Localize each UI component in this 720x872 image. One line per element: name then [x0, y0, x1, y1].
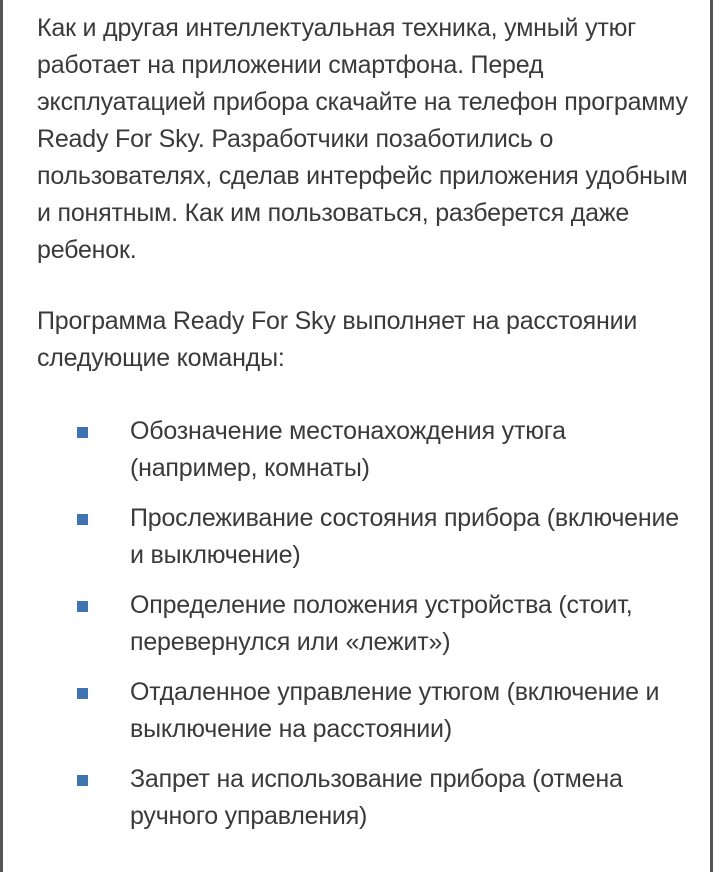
article-content: [37, 10, 697, 835]
square-bullet-icon: [77, 601, 88, 612]
square-bullet-icon: [77, 775, 88, 786]
list-item: [37, 413, 697, 487]
square-bullet-icon: [77, 514, 88, 525]
commands-list: [37, 413, 697, 835]
list-item-text: Запрет на использование прибора (отмена ручного управления): [130, 765, 623, 830]
intro-paragraph: Как и другая интеллектуальная техника, умный утюг работает на приложении смартфона. Перед эксплуатацией прибора скачайте на телефон программу Ready For Sky. Разработчики позаботились о пользователях, сделав интерфейс приложения удобным и понятным. Как им пользоваться, разберется даже ребенок.: [37, 14, 688, 264]
list-item-text: Прослеживание состояния прибора (включение и выключение): [130, 504, 679, 569]
list-item: [37, 674, 697, 748]
square-bullet-icon: [77, 427, 88, 438]
list-item: [37, 500, 697, 574]
list-item-text: Отдаленное управление утюгом (включение и выключение на расстоянии): [130, 678, 660, 743]
commands-intro-paragraph: Программа Ready For Sky выполняет на расстоянии следующие команды:: [37, 307, 638, 372]
list-item: [37, 761, 697, 835]
list-item: [37, 587, 697, 661]
list-item-text: Обозначение местонахождения утюга (например, комнаты): [130, 417, 566, 482]
list-item-text: Определение положения устройства (стоит, перевернулся или «лежит»): [130, 591, 633, 656]
square-bullet-icon: [77, 688, 88, 699]
